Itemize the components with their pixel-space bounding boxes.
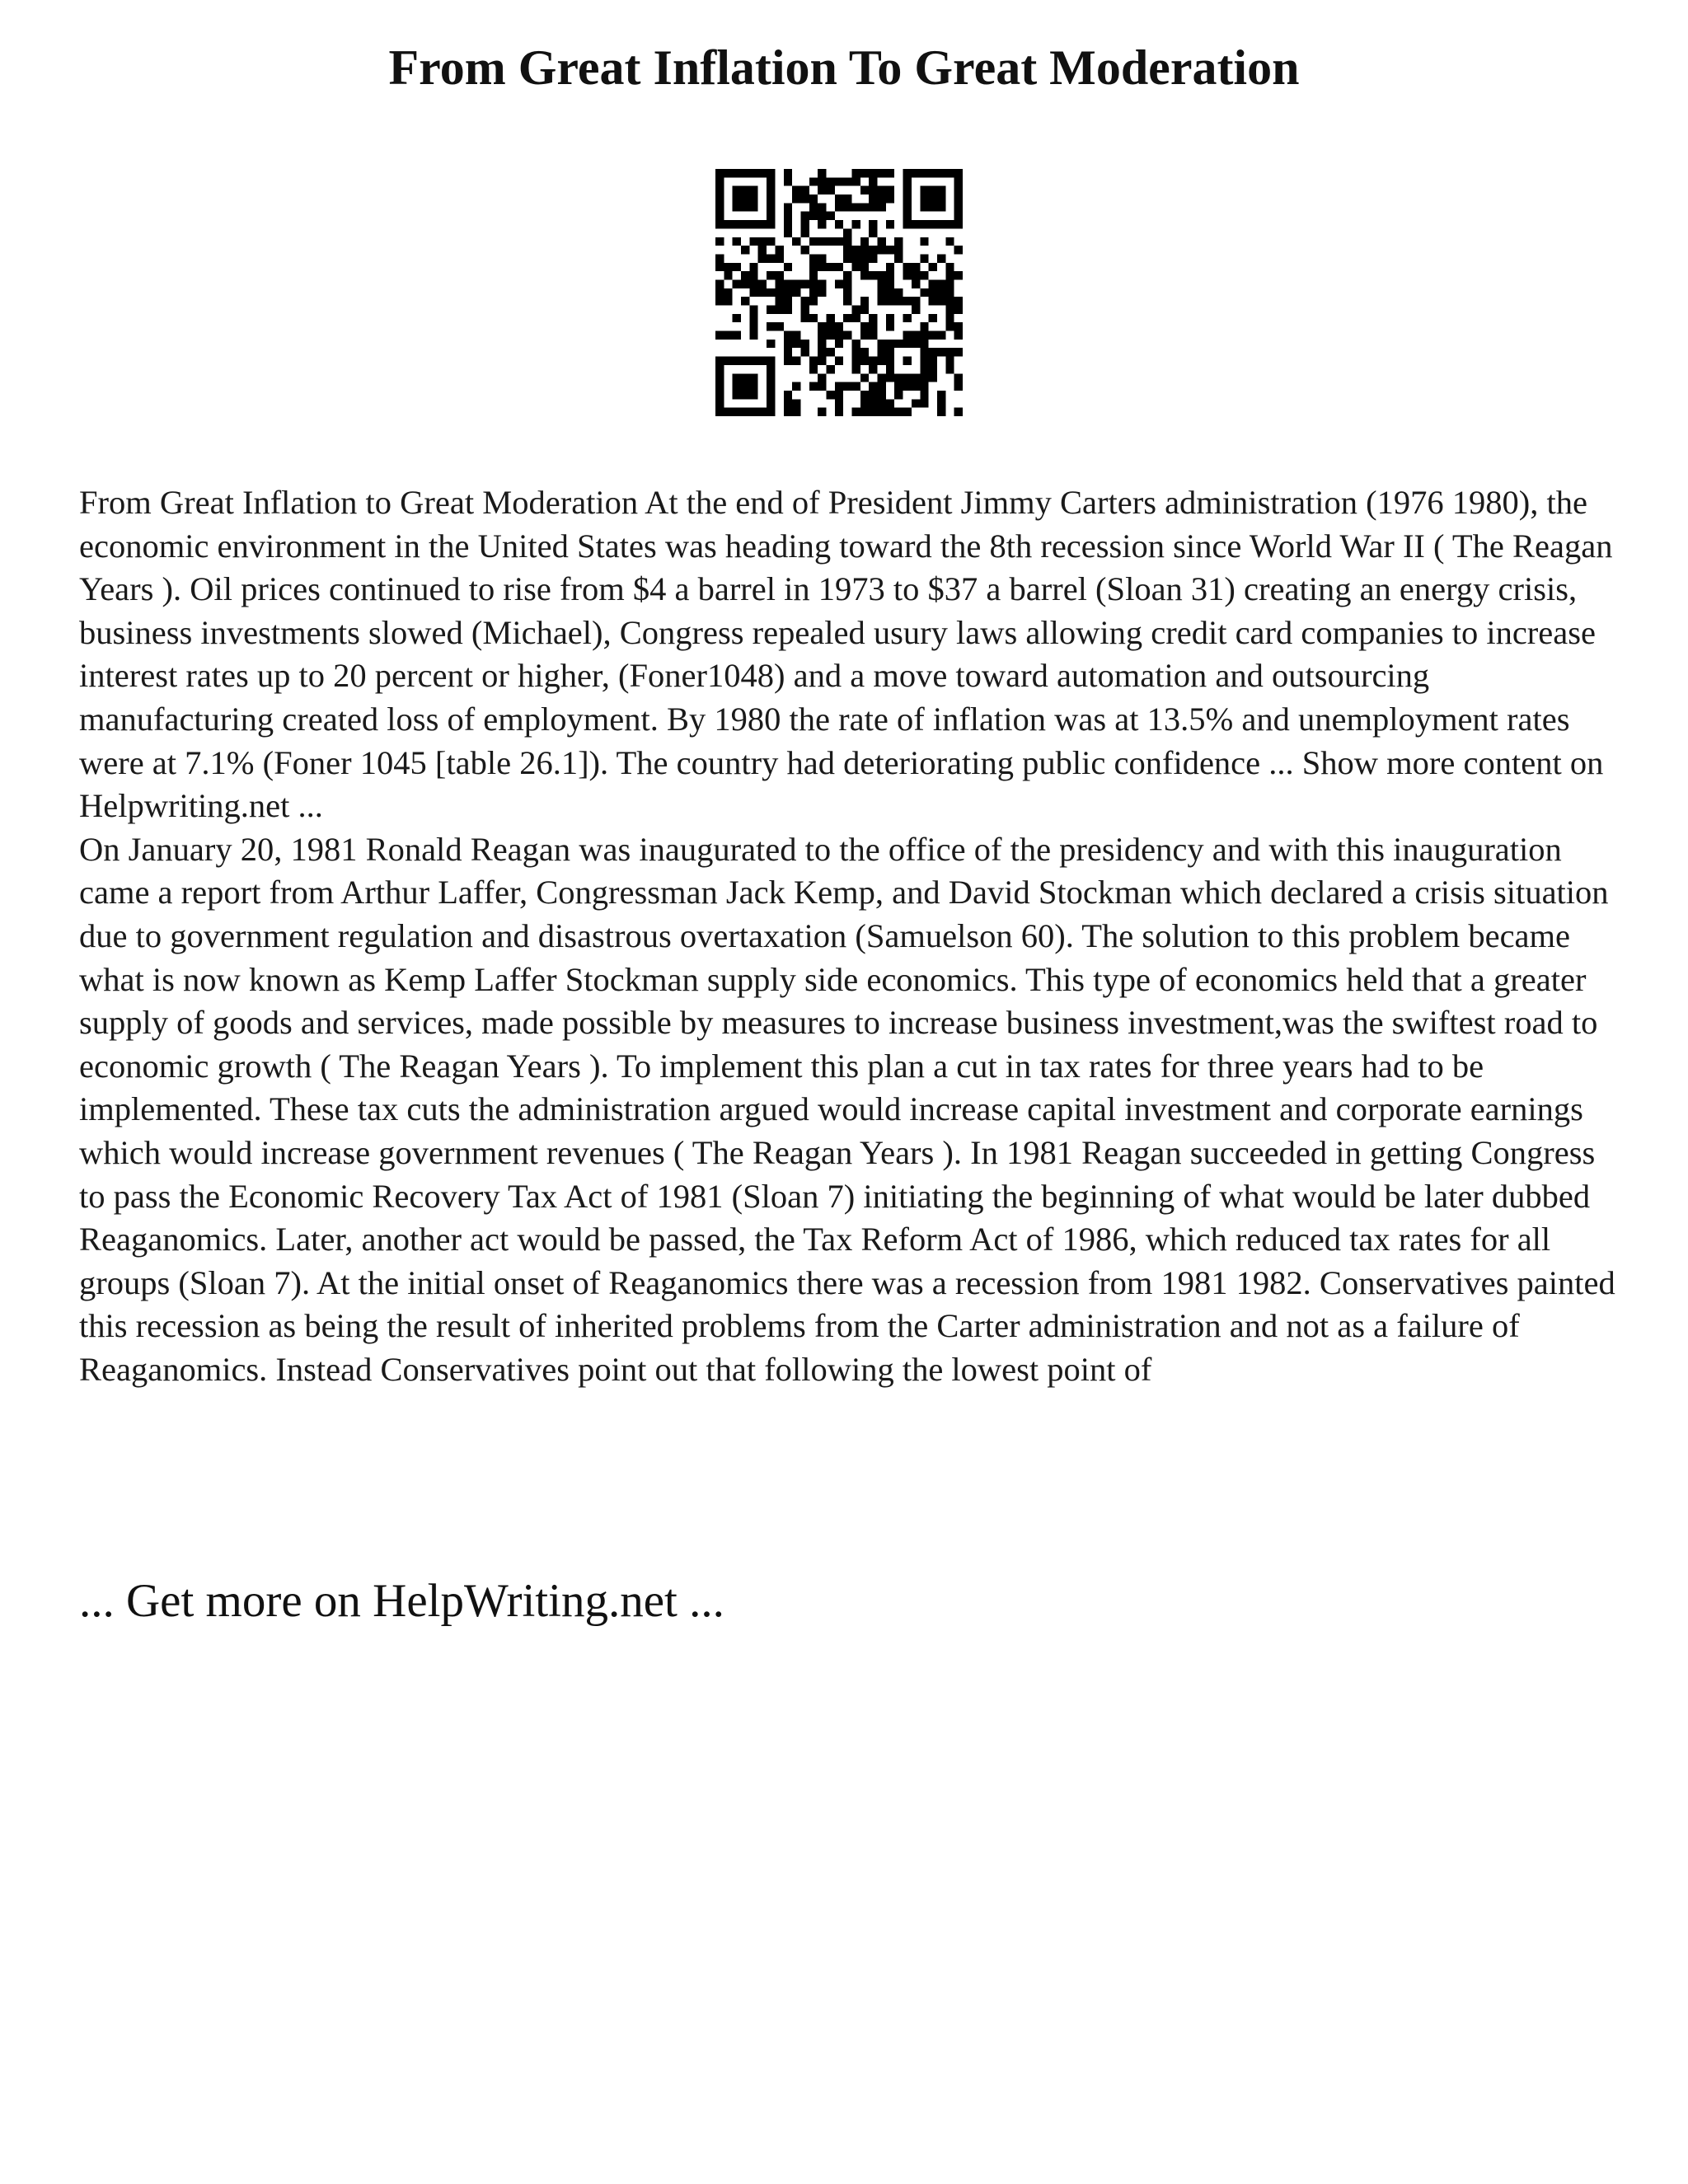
paragraph-2: On January 20, 1981 Ronald Reagan was inaugurated to the office of the presidency and with this inauguration came a report from Arthur Laffer, Congressman Jack Kemp, and David Stockman which declared a crisis situation due to government regulation and disastrous overtaxation (Samuelson 60). The solution to this problem became what is now known as Kemp Laffer Stockman supply side economics. This type of economics held that a greater supply of goods and services, made possible by measures to increase business investment,was the swiftest road to economic growth ( The Reagan Years ). To implement this plan a cut in tax rates for three years had to be implemented. These tax cuts the administration argued would increase capital investment and corporate earnings which would increase government revenues ( The Reagan Years ). In 1981 Reagan succeeded in getting Congress to pass the Economic Recovery Tax Act of 1981 (Sloan 7) initiating the beginning of what would be later dubbed Reaganomics. Later, another act would be passed, the Tax Reform Act of 1986, which reduced tax rates for all groups (Sloan 7). At the initial onset of Reaganomics there was a recession from 1981 1982. Conservatives painted this recession as being the result of inherited problems from the Carter administration and not as a failure of Reaganomics. Instead Conservatives point out that following the lowest point of [79,830,1615,1388]
article-body [79,481,1620,1391]
qr-code-icon [715,169,963,416]
paragraph-1: From Great Inflation to Great Moderation At the end of President Jimmy Carters administration (1976 1980), the economic environment in the United States was heading toward the 8th recession since World War II ( The Reagan Years ). Oil prices continued to rise from $4 a barrel in 1973 to $37 a barrel (Sloan 31) creating an energy crisis, business investments slowed (Michael), Congress repealed usury laws allowing credit card companies to increase interest rates up to 20 percent or higher, (Foner1048) and a move toward automation and outsourcing manufacturing created loss of employment. By 1980 the rate of inflation was at 13.5% and unemployment rates were at 7.1% (Foner 1045 [table 26.1]). The country had deteriorating public confidence ... Show more content on Helpwriting.net ... [79,484,1613,825]
get-more-link[interactable]: ... Get more on HelpWriting.net ... [79,1575,724,1627]
page-title: From Great Inflation To Great Moderation [388,40,1300,95]
